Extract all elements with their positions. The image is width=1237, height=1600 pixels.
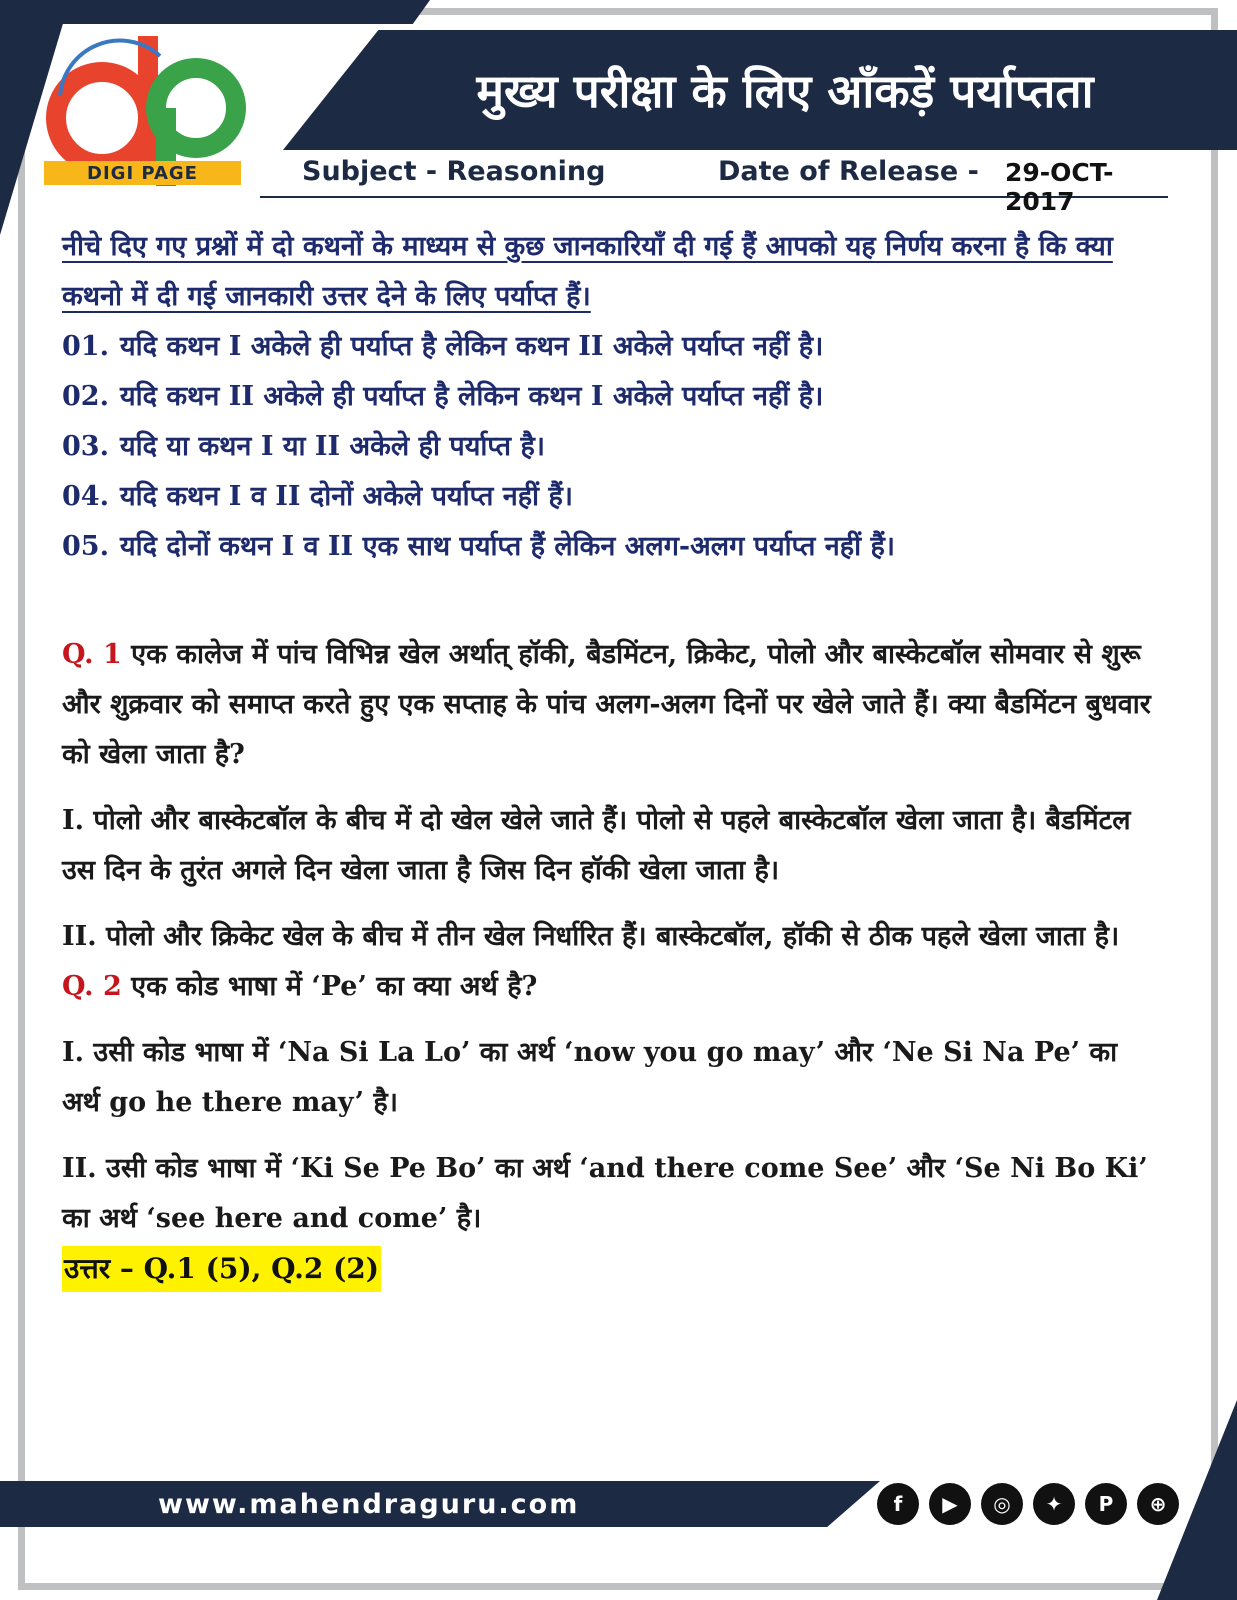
instructions: नीचे दिए गए प्रश्नों में दो कथनों के माध्यम से कुछ जानकारियाँ दी गई हैं आपको यह निर्णय करना है कि क्या कथनो में दी गई जानकारी उत्तर देने के लिए पर्याप्त हैं। [62,231,1113,312]
question-1-label: Q. 1 [62,639,122,670]
logo-tag: DIGI PAGE [44,161,241,185]
answer-options [62,322,1162,572]
option-item: 05. यदि दोनों कथन I व II एक साथ पर्याप्त हैं लेकिन अलग-अलग पर्याप्त नहीं हैं। [62,531,896,562]
question-2-statement-2: II. उसी कोड भाषा में ‘Ki Se Pe Bo’ का अर्थ ‘and there come See’ और ‘Se Ni Bo Ki’ का अर्थ ‘see here and come’ है। [62,1153,1148,1234]
option-item: 03. यदि या कथन I या II अकेले ही पर्याप्त है। [62,431,546,462]
android-icon[interactable]: ⊕ [1137,1483,1179,1525]
release-date: 29-OCT-2017 [1005,158,1114,216]
top-bar-decoration [0,0,430,24]
content [62,222,1162,1292]
question-2-statement-1: I. उसी कोड भाषा में ‘Na Si La Lo’ का अर्थ ‘now you go may’ और ‘Ne Si Na Pe’ का अर्थ go he there may’ है। [62,1037,1118,1118]
question-1-statement-2: II. पोलो और क्रिकेट खेल के बीच में तीन खेल निर्धारित हैं। बास्केटबॉल, हॉकी से ठीक पहले खेला जाता है। [62,921,1120,952]
question-1: Q. 1 एक कालेज में पांच विभिन्न खेल अर्थात् हॉकी, बैडमिंटन, क्रिकेट, पोलो और बास्केटबॉल सोमवार से शुरू और शुक्रवार को समाप्त करते हुए एक सप्ताह के पांच अलग-अलग दिनों पर खेले जाते हैं। क्या बैडमिंटन बुधवार को खेला जाता है? [62,639,1151,770]
meta-row [260,150,1168,216]
pinterest-icon[interactable]: P [1085,1483,1127,1525]
option-item: 02. यदि कथन II अकेले ही पर्याप्त है लेकिन कथन I अकेले पर्याप्त नहीं है। [62,381,824,412]
youtube-icon[interactable]: ▶ [929,1483,971,1525]
page-title: मुख्य परीक्षा के लिए आँकड़ें पर्याप्तता [476,64,1094,118]
question-2-label: Q. 2 [62,971,122,1002]
social-icons [877,1483,1179,1525]
instagram-icon[interactable]: ◎ [981,1483,1023,1525]
release-date-label: Date of Release - [718,156,979,187]
twitter-icon[interactable]: ✦ [1033,1483,1075,1525]
website-link[interactable]: www.mahendraguru.com [158,1488,580,1520]
question-1-statement-1: I. पोलो और बास्केटबॉल के बीच में दो खेल खेले जाते हैं। पोलो से पहले बास्केटबॉल खेला जाता है। बैडमिंटल उस दिन के तुरंत अगले दिन खेला जाता है जिस दिन हॉकी खेला जाता है। [62,805,1131,886]
facebook-icon[interactable]: f [877,1483,919,1525]
question-2: Q. 2 एक कोड भाषा में ‘Pe’ का क्या अर्थ है? [62,971,538,1002]
option-item: 01. यदि कथन I अकेले ही पर्याप्त है लेकिन कथन II अकेले पर्याप्त नहीं है। [62,331,824,362]
subject-label: Subject - Reasoning [302,156,606,187]
answer-key: उत्तर – Q.1 (5), Q.2 (2) [62,1246,381,1292]
option-item: 04. यदि कथन I व II दोनों अकेले पर्याप्त नहीं हैं। [62,481,574,512]
